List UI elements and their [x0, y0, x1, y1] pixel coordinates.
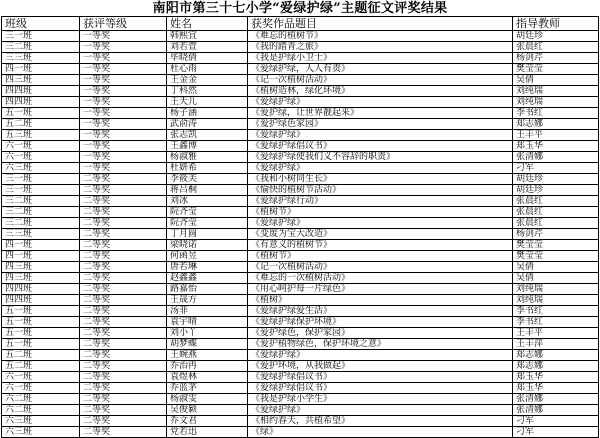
table-row [2, 174, 599, 185]
cell-teacher: 樊莹莹 [513, 240, 599, 251]
cell-teacher: 王丰萍 [513, 339, 599, 350]
cell-teacher: 樊莹莹 [513, 251, 599, 262]
cell-work-title: 《爱护植物绿色，保护环境之意》 [248, 339, 513, 350]
cell-name: 乔蓝茅 [167, 383, 248, 394]
table-row [2, 284, 599, 295]
cell-work-title: 《植树节》 [248, 251, 513, 262]
cell-work-title: 《爱绿护绿》 [248, 163, 513, 174]
cell-teacher: 郑志娜 [513, 361, 599, 372]
cell-class: 五二班 [2, 361, 80, 372]
cell-teacher: 刘纯瑞 [513, 284, 599, 295]
cell-teacher: 吴倩 [513, 262, 599, 273]
cell-level: 二等奖 [80, 405, 167, 416]
cell-class: 三二班 [2, 218, 80, 229]
table-row [2, 339, 599, 350]
cell-class: 四四班 [2, 284, 80, 295]
cell-name: 刘若萱 [167, 42, 248, 53]
table-row [2, 295, 599, 306]
cell-name: 袁宇晴 [167, 317, 248, 328]
cell-teacher: 胡廷珍 [513, 31, 599, 42]
cell-level: 二等奖 [80, 295, 167, 306]
cell-work-title: 《相约春天，共植希望》 [248, 416, 513, 427]
cell-name: 张志凯 [167, 130, 248, 141]
cell-class: 四四班 [2, 97, 80, 108]
cell-work-title: 《爱绿护绿使我们义不容辞的职责》 [248, 152, 513, 163]
cell-name: 李筱芙 [167, 174, 248, 185]
cell-name: 丁科然 [167, 86, 248, 97]
cell-class: 五一班 [2, 306, 80, 317]
cell-level: 一等奖 [80, 163, 167, 174]
cell-class: 六三班 [2, 163, 80, 174]
results-table [1, 16, 599, 438]
cell-level: 二等奖 [80, 273, 167, 284]
cell-teacher: 李书红 [513, 317, 599, 328]
cell-name: 蒋吕桐 [167, 185, 248, 196]
cell-work-title: 《爱绿护绿倡议书》 [248, 383, 513, 394]
cell-class: 六三班 [2, 427, 80, 438]
cell-teacher: 郑志娜 [513, 119, 599, 130]
cell-name: 丁月圆 [167, 229, 248, 240]
table-row [2, 240, 599, 251]
cell-teacher: 张晨红 [513, 207, 599, 218]
table-row [2, 207, 599, 218]
table-row [2, 383, 599, 394]
cell-level: 一等奖 [80, 53, 167, 64]
cell-class: 三二班 [2, 207, 80, 218]
cell-class: 四一班 [2, 251, 80, 262]
cell-teacher: 李书红 [513, 306, 599, 317]
cell-level: 二等奖 [80, 328, 167, 339]
table-row [2, 196, 599, 207]
cell-work-title: 《爱绿护绿》 [248, 218, 513, 229]
cell-teacher: 张晨红 [513, 42, 599, 53]
cell-name: 胡梦蝶 [167, 339, 248, 350]
cell-work-title: 《爱绿护绿，人人有责》 [248, 64, 513, 75]
cell-teacher: 张清娜 [513, 394, 599, 405]
cell-teacher: 胡廷珍 [513, 185, 599, 196]
cell-class: 四三班 [2, 262, 80, 273]
cell-name: 杨淑雯 [167, 394, 248, 405]
cell-work-title: 《植树节》 [248, 207, 513, 218]
table-row [2, 42, 599, 53]
table-row [2, 108, 599, 119]
table-row [2, 185, 599, 196]
cell-name: 乔治冉 [167, 361, 248, 372]
cell-class: 三一班 [2, 31, 80, 42]
cell-level: 二等奖 [80, 174, 167, 185]
cell-teacher: 王丰平 [513, 130, 599, 141]
cell-class: 五二班 [2, 119, 80, 130]
cell-class: 四四班 [2, 295, 80, 306]
cell-level: 二等奖 [80, 218, 167, 229]
cell-name: 杨淑雅 [167, 152, 248, 163]
cell-name: 王晟方 [167, 295, 248, 306]
table-row [2, 251, 599, 262]
cell-name: 梁晓诺 [167, 240, 248, 251]
cell-work-title: 《爱绿护绿》 [248, 130, 513, 141]
cell-name: 唐若琳 [167, 262, 248, 273]
cell-level: 二等奖 [80, 284, 167, 295]
table-body [2, 31, 599, 438]
cell-level: 一等奖 [80, 31, 167, 42]
header-work-title: 获奖作品题目 [248, 17, 513, 31]
cell-level: 二等奖 [80, 262, 167, 273]
cell-level: 二等奖 [80, 306, 167, 317]
cell-teacher: 郑玉华 [513, 141, 599, 152]
cell-name: 党若迅 [167, 427, 248, 438]
cell-teacher: 杨剑芹 [513, 53, 599, 64]
cell-work-title: 《爱护绿色家园》 [248, 119, 513, 130]
cell-level: 二等奖 [80, 427, 167, 438]
cell-level: 一等奖 [80, 152, 167, 163]
cell-teacher: 张清娜 [513, 405, 599, 416]
cell-class: 三一班 [2, 185, 80, 196]
cell-name: 毕晓倩 [167, 53, 248, 64]
table-row [2, 141, 599, 152]
cell-name: 赵鑫鑫 [167, 273, 248, 284]
cell-name: 袁煜林 [167, 372, 248, 383]
table-row [2, 64, 599, 75]
cell-work-title: 《我和小树同生长》 [248, 174, 513, 185]
cell-name: 刘小丫 [167, 328, 248, 339]
table-row [2, 372, 599, 383]
cell-name: 武俞涛 [167, 119, 248, 130]
cell-work-title: 《我是护绿小学生》 [248, 394, 513, 405]
table-row [2, 328, 599, 339]
cell-work-title: 《我的踏青之旅》 [248, 42, 513, 53]
cell-name: 杜心雨 [167, 64, 248, 75]
table-row [2, 416, 599, 427]
cell-teacher: 刁军 [513, 416, 599, 427]
cell-name: 杨子涵 [167, 108, 248, 119]
header-name: 姓名 [167, 17, 248, 31]
cell-work-title: 《爱护环境，从我做起》 [248, 361, 513, 372]
table-row [2, 163, 599, 174]
header-level: 获评等级 [80, 17, 167, 31]
cell-level: 一等奖 [80, 119, 167, 130]
cell-work-title: 《爱绿护绿》 [248, 97, 513, 108]
cell-level: 二等奖 [80, 207, 167, 218]
table-row [2, 130, 599, 141]
cell-teacher: 李书红 [513, 108, 599, 119]
table-row [2, 152, 599, 163]
cell-work-title: 《爱护绿色，保护家园》 [248, 328, 513, 339]
cell-class: 五一班 [2, 108, 80, 119]
cell-level: 一等奖 [80, 86, 167, 97]
cell-work-title: 《绿》 [248, 427, 513, 438]
cell-teacher: 刁军 [513, 427, 599, 438]
cell-work-title: 《爱绿护绿保护环境》 [248, 317, 513, 328]
cell-teacher: 刘纯瑞 [513, 295, 599, 306]
header-teacher: 指导教师 [513, 17, 599, 31]
cell-work-title: 《变废为宝大改造》 [248, 229, 513, 240]
cell-name: 何函昱 [167, 251, 248, 262]
cell-level: 一等奖 [80, 141, 167, 152]
cell-class: 六一班 [2, 141, 80, 152]
cell-work-title: 《爱绿护绿》 [248, 350, 513, 361]
cell-class: 四三班 [2, 75, 80, 86]
cell-class: 六一班 [2, 383, 80, 394]
table-row [2, 75, 599, 86]
cell-name: 韩熙宜 [167, 31, 248, 42]
cell-work-title: 《爱绿护绿倡议书》 [248, 372, 513, 383]
cell-name: 乔文君 [167, 416, 248, 427]
cell-class: 三一班 [2, 174, 80, 185]
cell-level: 二等奖 [80, 229, 167, 240]
cell-level: 一等奖 [80, 130, 167, 141]
cell-level: 二等奖 [80, 350, 167, 361]
cell-name: 院齐莹 [167, 218, 248, 229]
cell-work-title: 《植树造林，绿化环境》 [248, 86, 513, 97]
cell-level: 二等奖 [80, 251, 167, 262]
cell-work-title: 《植树》 [248, 295, 513, 306]
cell-level: 一等奖 [80, 42, 167, 53]
table-row [2, 427, 599, 438]
cell-work-title: 《记一次植树活动》 [248, 262, 513, 273]
cell-teacher: 杨剑芹 [513, 229, 599, 240]
cell-name: 吴俊颖 [167, 405, 248, 416]
table-row [2, 53, 599, 64]
cell-class: 五一班 [2, 339, 80, 350]
cell-level: 一等奖 [80, 108, 167, 119]
cell-work-title: 《记一次植树活动》 [248, 75, 513, 86]
cell-class: 五二班 [2, 350, 80, 361]
table-row [2, 273, 599, 284]
cell-work-title: 《爱护绿，让世界靓起来》 [248, 108, 513, 119]
cell-teacher: 刘纯瑞 [513, 97, 599, 108]
cell-level: 一等奖 [80, 97, 167, 108]
table-row [2, 317, 599, 328]
cell-name: 路嘉怡 [167, 284, 248, 295]
document-title: 南阳市第三十七小学“爱绿护绿”主题征文评奖结果 [152, 1, 448, 16]
cell-level: 二等奖 [80, 196, 167, 207]
cell-work-title: 《用心呵护每一片绿色》 [248, 284, 513, 295]
cell-teacher: 郑志娜 [513, 350, 599, 361]
table-row [2, 350, 599, 361]
cell-work-title: 《爱绿护绿爱生活》 [248, 306, 513, 317]
cell-name: 王鑫博 [167, 141, 248, 152]
cell-level: 二等奖 [80, 416, 167, 427]
cell-class: 五三班 [2, 130, 80, 141]
cell-name: 院齐莹 [167, 207, 248, 218]
cell-work-title: 《有意义的植树节》 [248, 240, 513, 251]
cell-level: 二等奖 [80, 317, 167, 328]
cell-level: 二等奖 [80, 372, 167, 383]
cell-level: 一等奖 [80, 75, 167, 86]
table-row [2, 31, 599, 42]
cell-name: 刘冰 [167, 196, 248, 207]
cell-level: 二等奖 [80, 240, 167, 251]
cell-teacher: 张清娜 [513, 152, 599, 163]
header-class: 班级 [2, 17, 80, 31]
cell-level: 二等奖 [80, 339, 167, 350]
table-row [2, 229, 599, 240]
table-row [2, 306, 599, 317]
cell-level: 二等奖 [80, 383, 167, 394]
cell-class: 四一班 [2, 64, 80, 75]
header-row [2, 17, 599, 31]
cell-work-title: 《难忘的植树节》 [248, 31, 513, 42]
cell-class: 三三班 [2, 229, 80, 240]
cell-name: 杜妍希 [167, 163, 248, 174]
cell-class: 五一班 [2, 317, 80, 328]
cell-work-title: 《愉快的植树节活动》 [248, 185, 513, 196]
cell-teacher: 张晨红 [513, 218, 599, 229]
cell-class: 六二班 [2, 394, 80, 405]
cell-name: 王天儿 [167, 97, 248, 108]
cell-level: 二等奖 [80, 394, 167, 405]
cell-teacher: 樊莹莹 [513, 64, 599, 75]
cell-level: 一等奖 [80, 64, 167, 75]
table-row [2, 405, 599, 416]
cell-class: 三二班 [2, 196, 80, 207]
cell-class: 四四班 [2, 86, 80, 97]
cell-teacher: 吴倩 [513, 75, 599, 86]
table-row [2, 97, 599, 108]
cell-level: 二等奖 [80, 185, 167, 196]
table-row [2, 394, 599, 405]
cell-work-title: 《爱绿护绿》 [248, 405, 513, 416]
table-row [2, 86, 599, 97]
cell-teacher: 王丰平 [513, 328, 599, 339]
cell-teacher: 刁军 [513, 163, 599, 174]
cell-teacher: 胡廷珍 [513, 174, 599, 185]
cell-class: 三三班 [2, 53, 80, 64]
cell-work-title: 《爱绿护绿行动》 [248, 196, 513, 207]
cell-class: 六三班 [2, 416, 80, 427]
cell-class: 五一班 [2, 328, 80, 339]
cell-teacher: 张晨红 [513, 196, 599, 207]
table-row [2, 218, 599, 229]
cell-name: 汤菲 [167, 306, 248, 317]
cell-teacher: 郑玉华 [513, 372, 599, 383]
table-row [2, 361, 599, 372]
cell-teacher: 刘纯瑞 [513, 86, 599, 97]
cell-name: 王金金 [167, 75, 248, 86]
cell-class: 四三班 [2, 273, 80, 284]
cell-class: 三二班 [2, 42, 80, 53]
cell-class: 六一班 [2, 152, 80, 163]
cell-work-title: 《爱绿护绿倡议书》 [248, 141, 513, 152]
cell-work-title: 《难忘的一次植树活动》 [248, 273, 513, 284]
cell-teacher: 郑玉华 [513, 383, 599, 394]
table-row [2, 262, 599, 273]
cell-class: 六二班 [2, 405, 80, 416]
table-row [2, 119, 599, 130]
cell-teacher: 吴倩 [513, 273, 599, 284]
cell-class: 六一班 [2, 372, 80, 383]
cell-level: 二等奖 [80, 361, 167, 372]
cell-name: 王婉燕 [167, 350, 248, 361]
cell-work-title: 《我是护绿小卫士》 [248, 53, 513, 64]
cell-class: 四一班 [2, 240, 80, 251]
